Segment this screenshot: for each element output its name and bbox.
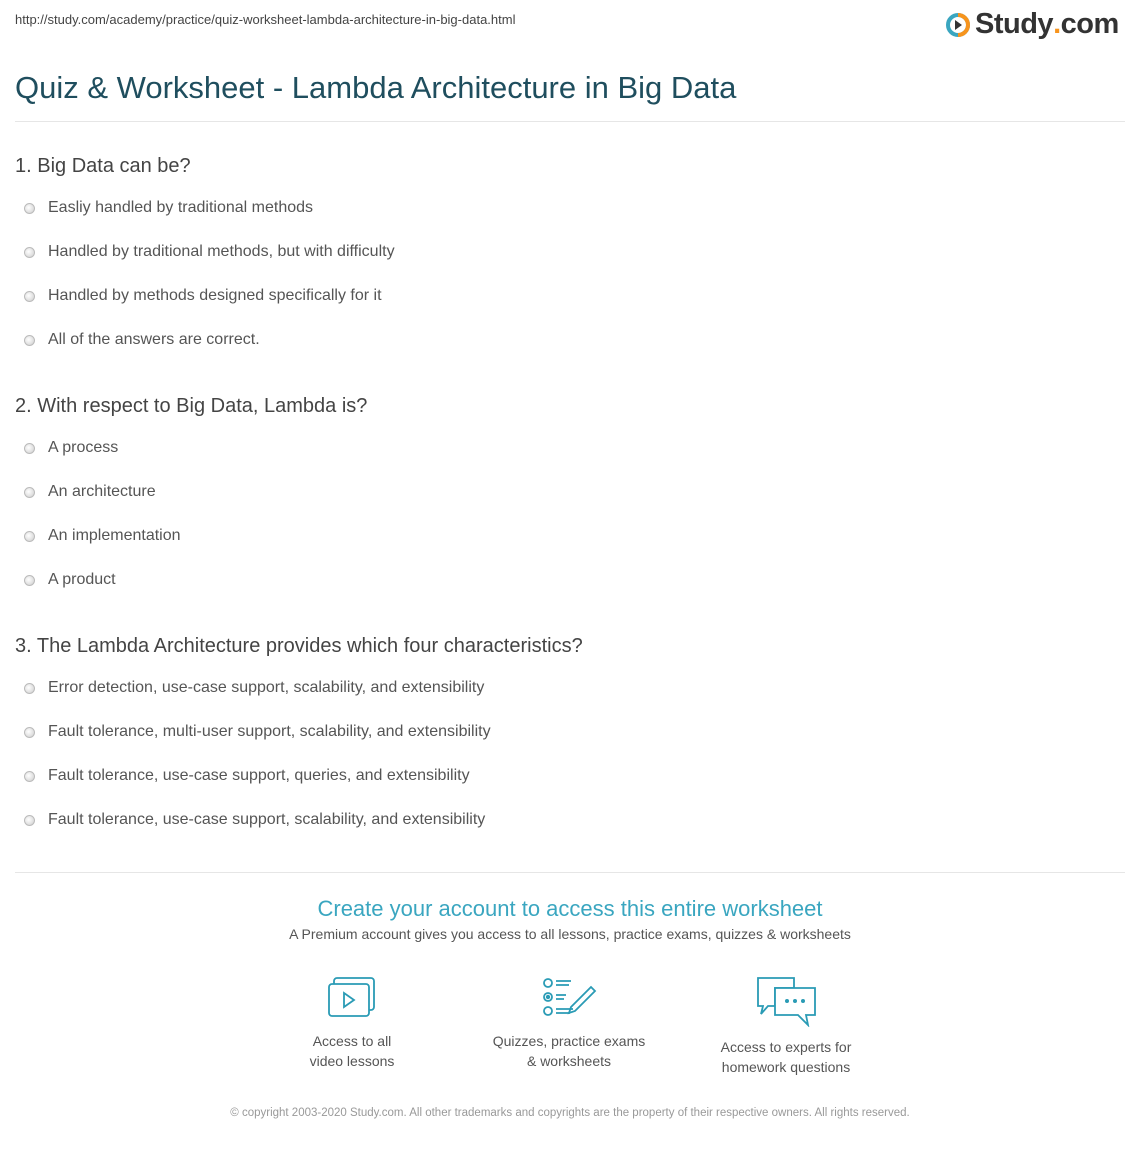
radio-button[interactable]: [24, 531, 35, 542]
answer-option[interactable]: [24, 811, 485, 829]
answer-option[interactable]: [24, 571, 116, 589]
study-logo[interactable]: [945, 8, 1119, 41]
answer-option[interactable]: [24, 767, 470, 785]
radio-button[interactable]: [24, 575, 35, 586]
logo-text: Study: [975, 8, 1054, 40]
radio-button[interactable]: [24, 815, 35, 826]
answer-label: Fault tolerance, use-case support, scalability, and extensibility: [48, 811, 486, 828]
feature-video-lessons: [252, 975, 452, 1071]
answer-label: Handled by traditional methods, but with difficulty: [48, 243, 395, 260]
answer-option[interactable]: [24, 331, 260, 349]
radio-button[interactable]: [24, 203, 35, 214]
feature-quizzes: [469, 975, 669, 1071]
radio-button[interactable]: [24, 487, 35, 498]
cta-subtitle: A Premium account gives you access to all lessons, practice exams, quizzes & worksheets: [289, 926, 851, 942]
answer-option[interactable]: [24, 439, 118, 457]
feature-experts: [686, 975, 886, 1077]
video-lessons-icon: [326, 975, 378, 1021]
feature-line: Access to experts for: [720, 1039, 852, 1055]
divider: [15, 121, 1125, 122]
question-text: 2. With respect to Big Data, Lambda is?: [15, 395, 368, 417]
feature-line: video lessons: [309, 1053, 395, 1069]
cta-title[interactable]: Create your account to access this entire worksheet: [317, 896, 823, 921]
question-text: 1. Big Data can be?: [15, 155, 191, 177]
radio-button[interactable]: [24, 683, 35, 694]
answer-option[interactable]: [24, 483, 156, 501]
answer-label: Fault tolerance, multi-user support, scalability, and extensibility: [48, 723, 491, 740]
copyright: © copyright 2003-2020 Study.com. All other trademarks and copyrights are the property of their respective owners. All rights reserved.: [230, 1107, 910, 1119]
play-logo-icon: [945, 12, 971, 38]
answer-label: An architecture: [48, 483, 156, 500]
logo-suffix: com: [1060, 8, 1119, 40]
answer-option[interactable]: [24, 199, 313, 217]
logo-dot: .: [1053, 8, 1061, 40]
feature-line: Quizzes, practice exams: [492, 1033, 646, 1049]
radio-button[interactable]: [24, 247, 35, 258]
feature-line: & worksheets: [526, 1053, 612, 1069]
radio-button[interactable]: [24, 443, 35, 454]
feature-line: homework questions: [721, 1059, 851, 1075]
answer-label: An implementation: [48, 527, 181, 544]
answer-option[interactable]: [24, 287, 382, 305]
quiz-checklist-icon: [541, 975, 597, 1021]
answer-label: Easliy handled by traditional methods: [48, 199, 314, 216]
radio-button[interactable]: [24, 335, 35, 346]
divider: [15, 872, 1125, 873]
answer-option[interactable]: [24, 679, 484, 697]
radio-button[interactable]: [24, 291, 35, 302]
answer-option[interactable]: [24, 723, 491, 741]
page-title: Quiz & Worksheet - Lambda Architecture in Big Data: [15, 70, 737, 105]
answer-label: Fault tolerance, use-case support, queries, and extensibility: [48, 767, 470, 784]
question-text: 3. The Lambda Architecture provides which four characteristics?: [15, 635, 583, 657]
page-url: http://study.com/academy/practice/quiz-worksheet-lambda-architecture-in-big-data.html: [15, 12, 516, 27]
radio-button[interactable]: [24, 771, 35, 782]
answer-option[interactable]: [24, 243, 395, 261]
radio-button[interactable]: [24, 727, 35, 738]
chat-experts-icon: [754, 975, 818, 1027]
answer-option[interactable]: [24, 527, 181, 545]
feature-line: Access to all: [312, 1033, 392, 1049]
answer-label: Handled by methods designed specifically for it: [48, 287, 382, 304]
answer-label: Error detection, use-case support, scalability, and extensibility: [48, 679, 485, 696]
answer-label: A product: [48, 571, 116, 588]
answer-label: A process: [48, 439, 119, 456]
answer-label: All of the answers are correct.: [48, 331, 260, 348]
